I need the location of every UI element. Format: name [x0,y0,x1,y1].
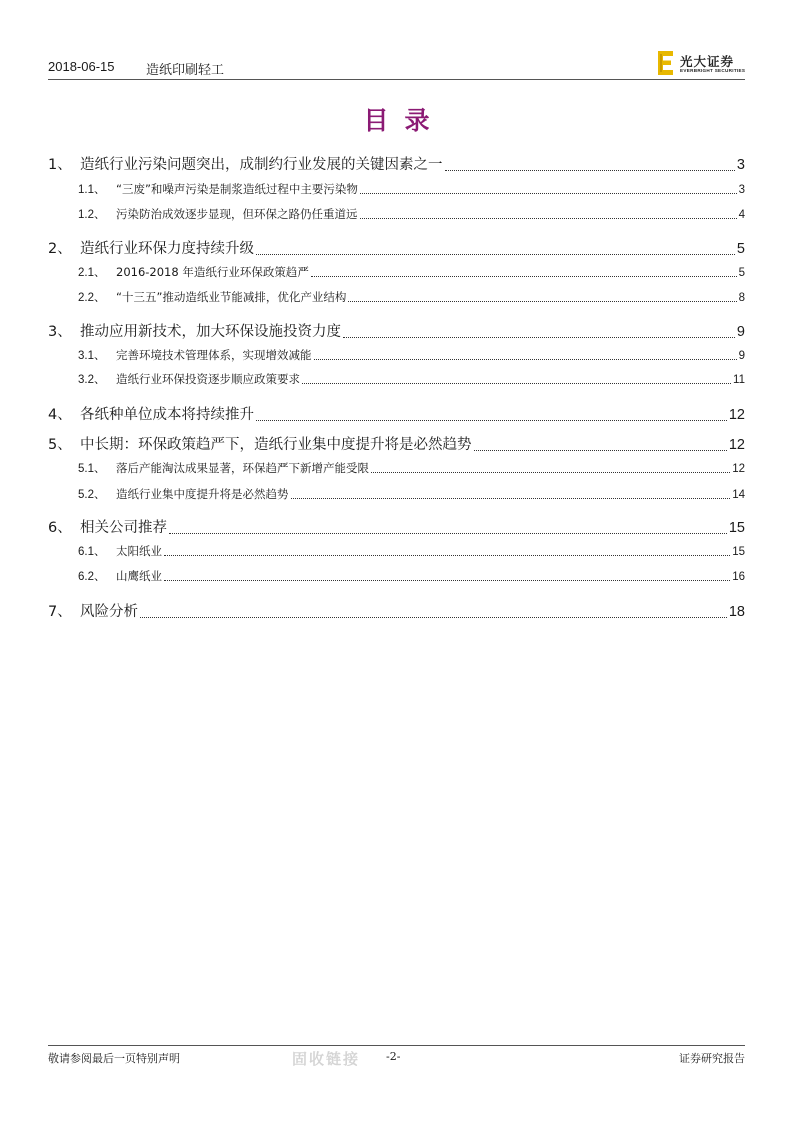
toc-entry-number: 3.1、 [78,350,106,362]
toc-entry-number: 6、 [48,520,72,536]
toc-entry-page: 12 [728,437,745,453]
toc-entry-number: 1.1、 [78,184,106,196]
toc-chapter-entry[interactable] [48,237,745,258]
toc-dot-leader [445,170,735,171]
toc-entry-title: 造纸行业集中度提升将是必然趋势 [116,487,289,501]
toc-entry-title: “十三五”推动造纸业节能减排，优化产业结构 [116,290,347,304]
toc-chapter-entry[interactable] [48,516,745,537]
toc-entry-title: 污染防治成效逐步显现，但环保之路仍任重道远 [116,207,358,221]
toc-section-entry[interactable] [48,206,745,222]
toc-entry-page: 18 [728,604,745,620]
toc-entry-page: 9 [738,350,745,362]
toc-entry-title: 造纸行业环保投资逐步顺应政策要求 [116,372,300,386]
toc-entry-page: 16 [732,571,745,583]
toc-entry-number: 2.2、 [78,292,106,304]
toc-dot-leader [164,555,730,556]
toc-chapter-entry[interactable] [48,153,745,174]
toc-section-entry[interactable] [48,289,745,305]
report-date: 2018-06-15 [48,59,115,74]
report-type: 证券研究报告 [679,1052,745,1065]
toc-entry-page: 5 [738,267,745,279]
toc-section-entry[interactable] [48,371,745,387]
toc-entry-page: 5 [736,241,745,257]
toc-entry-number: 2.1、 [78,267,106,279]
toc-dot-leader [291,498,731,499]
toc-chapter-entry[interactable] [48,403,745,424]
toc-entry-number: 1.2、 [78,209,106,221]
toc-entry-number: 4、 [48,407,72,423]
page-footer [48,1050,745,1070]
toc-entry-number: 5.1、 [78,463,106,475]
toc-dot-leader [343,337,735,338]
toc-entry-title: 2016-2018 年造纸行业环保政策趋严 [116,265,309,279]
toc-entry-title: 造纸行业环保力度持续升级 [80,241,254,257]
toc-section-entry[interactable] [48,264,745,280]
toc-section-entry[interactable] [48,460,745,476]
toc-dot-leader [302,383,731,384]
header-divider [48,79,745,80]
toc-dot-leader [140,617,727,618]
toc-entry-title: “三废”和噪声污染是制浆造纸过程中主要污染物 [116,182,358,196]
toc-dot-leader [474,450,727,451]
toc-chapter-entry[interactable] [48,433,745,454]
industry-label: 造纸印刷轻工 [146,63,225,78]
toc-entry-page: 15 [732,546,745,558]
toc-dot-leader [360,193,737,194]
brand-name-en: EVERBRIGHT SECURITIES [680,68,746,73]
toc-entry-title: 风险分析 [80,604,138,620]
toc-entry-page: 12 [728,407,745,423]
toc-section-entry[interactable] [48,568,745,584]
toc-entry-number: 6.2、 [78,571,106,583]
toc-entry-page: 11 [733,374,745,386]
toc-entry-number: 5、 [48,437,72,453]
toc-entry-number: 7、 [48,604,72,620]
toc-dot-leader [371,472,730,473]
toc-entry-page: 8 [738,292,745,304]
toc-entry-title: 太阳纸业 [116,544,162,558]
toc-entry-number: 3.2、 [78,374,106,386]
toc-chapter-entry[interactable] [48,320,745,341]
toc-entry-page: 3 [736,157,745,173]
page-header [48,53,745,79]
toc-entry-page: 12 [732,463,745,475]
toc-entry-title: 推动应用新技术，加大环保设施投资力度 [80,324,341,340]
toc-entry-number: 5.2、 [78,489,106,501]
footer-divider [48,1045,745,1046]
toc-entry-number: 6.1、 [78,546,106,558]
toc-entry-title: 中长期：环保政策趋严下，造纸行业集中度提升将是必然趋势 [80,437,472,453]
toc-entry-page: 14 [732,489,745,501]
toc-entry-page: 9 [736,324,745,340]
toc-entry-number: 2、 [48,241,72,257]
toc-dot-leader [256,254,735,255]
brand-logo [656,50,748,78]
toc-dot-leader [164,580,730,581]
toc-section-entry[interactable] [48,347,745,363]
toc-entry-title: 各纸种单位成本将持续推升 [80,407,254,423]
toc-dot-leader [169,533,727,534]
brand-name-cn: 光大证券 [680,54,735,69]
toc-dot-leader [311,276,737,277]
toc-entry-title: 落后产能淘汰成果显著，环保趋严下新增产能受限 [116,461,369,475]
toc-dot-leader [360,218,737,219]
toc-section-entry[interactable] [48,486,745,502]
disclaimer-note: 敬请参阅最后一页特别声明 [48,1052,180,1065]
everbright-logo-icon [656,50,676,76]
toc-section-entry[interactable] [48,181,745,197]
toc-entry-title: 相关公司推荐 [80,520,167,536]
toc-entry-page: 3 [738,184,745,196]
toc-entry-page: 4 [738,209,745,221]
toc-dot-leader [314,359,737,360]
watermark: 固收链接 [292,1050,361,1068]
toc-section-entry[interactable] [48,543,745,559]
toc-entry-page: 15 [728,520,745,536]
page-number: -2- [386,1050,401,1063]
toc-entry-title: 山鹰纸业 [116,569,162,583]
toc-entry-number: 3、 [48,324,72,340]
toc-title: 目录 [363,106,446,135]
toc-dot-leader [256,420,727,421]
toc-dot-leader [348,301,736,302]
toc-chapter-entry[interactable] [48,600,745,621]
toc-entry-title: 完善环境技术管理体系，实现增效减能 [116,348,312,362]
toc-entry-number: 1、 [48,157,72,173]
toc-entry-title: 造纸行业污染问题突出，成制约行业发展的关键因素之一 [80,157,443,173]
